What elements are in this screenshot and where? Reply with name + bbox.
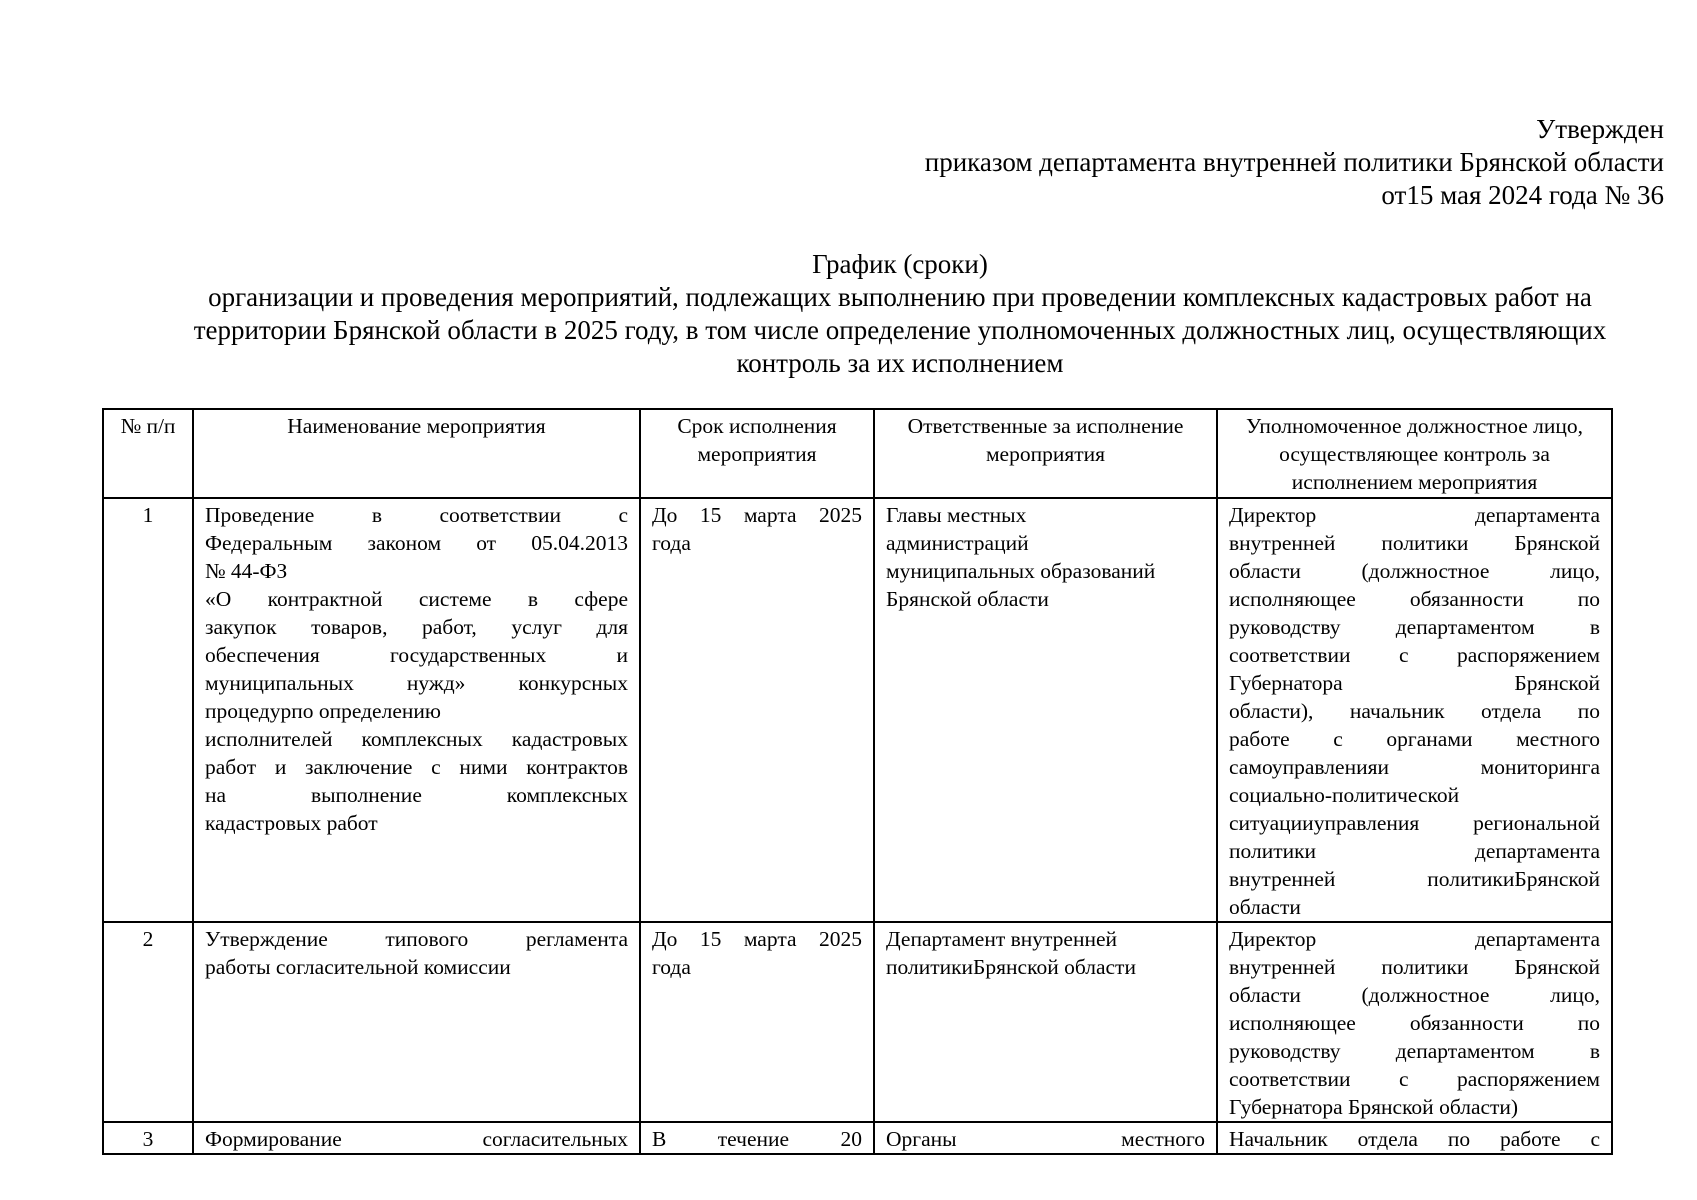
row-responsible-line: Главы местных — [886, 503, 1027, 527]
row-controller-line: внутренней политикиБрянской — [1229, 867, 1600, 891]
row-name-line: Федеральным законом от 05.04.2013 — [205, 531, 628, 555]
header-responsible: Ответственные за исполнение мероприятия — [874, 409, 1217, 498]
row-name-line: работ и заключение с ними контрактов — [205, 755, 628, 779]
row-controller-line: самоуправленияи мониторинга — [1229, 755, 1600, 779]
row-deadline-line: До 15 марта 2025 — [652, 927, 862, 951]
row-controller-line: работе с органами местного — [1229, 727, 1600, 751]
row-responsible-line: муниципальных образований — [886, 559, 1156, 583]
row-responsible — [874, 922, 1217, 1122]
row-controller — [1217, 498, 1612, 922]
table-row — [103, 922, 1612, 1122]
document-title — [100, 248, 1697, 380]
row-responsible-line: администраций — [886, 531, 1029, 555]
row-responsible-line: Департамент внутренней — [886, 927, 1118, 951]
row-responsible-line: Органы местного — [886, 1127, 1205, 1151]
header-name: Наименование мероприятия — [193, 409, 640, 498]
row-controller-line: области — [1229, 895, 1301, 919]
row-responsible-line: Брянской области — [886, 587, 1049, 611]
header-num: № п/п — [103, 409, 193, 498]
row-controller-line: руководству департаментом в — [1229, 1039, 1600, 1063]
row-controller-line: соответствии с распоряжением — [1229, 643, 1600, 667]
header-deadline: Срок исполнения мероприятия — [640, 409, 874, 498]
row-controller-line: области), начальник отдела по — [1229, 699, 1600, 723]
row-deadline-line: года — [652, 531, 691, 555]
row-controller-line: области (должностное лицо, — [1229, 559, 1600, 583]
row-name-line: закупок товаров, работ, услуг для — [205, 615, 628, 639]
table-row — [103, 1122, 1612, 1154]
row-name — [193, 1122, 640, 1154]
row-responsible — [874, 498, 1217, 922]
row-name-line: исполнителей комплексных кадастровых — [205, 727, 628, 751]
row-num: 2 — [103, 922, 193, 1122]
row-controller-line: внутренней политики Брянской — [1229, 531, 1600, 555]
row-controller-line: Начальник отдела по работе с — [1229, 1127, 1600, 1151]
title-line-1: График (сроки) — [812, 249, 988, 279]
schedule-table — [102, 408, 1613, 1155]
approval-date: от15 мая 2024 года № 36 — [1381, 180, 1664, 210]
row-controller-line: ситуацииуправления региональной — [1229, 811, 1600, 835]
row-name-line: работы согласительной комиссии — [205, 955, 511, 979]
table-header-row — [103, 409, 1612, 498]
approval-title: Утвержден — [1536, 114, 1664, 144]
row-num: 3 — [103, 1122, 193, 1154]
row-controller-line: Директор департамента — [1229, 927, 1600, 951]
row-name — [193, 922, 640, 1122]
row-controller-line: исполняющее обязанности по — [1229, 1011, 1600, 1035]
row-controller-line: исполняющее обязанности по — [1229, 587, 1600, 611]
row-name-line: на выполнение комплексных — [205, 783, 628, 807]
row-deadline — [640, 498, 874, 922]
row-controller-line: соответствии с распоряжением — [1229, 1067, 1600, 1091]
row-name-line: Формирование согласительных — [205, 1127, 628, 1151]
row-responsible — [874, 1122, 1217, 1154]
title-line-3: территории Брянской области в 2025 году, в том числе определение уполномоченных должностных лиц, осуществляющих — [193, 315, 1607, 345]
row-controller-line: внутренней политики Брянской — [1229, 955, 1600, 979]
row-name-line: № 44-ФЗ — [205, 559, 288, 583]
row-responsible-line: политикиБрянской области — [886, 955, 1136, 979]
row-name-line: кадастровых работ — [205, 811, 378, 835]
title-line-2: организации и проведения мероприятий, подлежащих выполнению при проведении комплексных кадастровых работ на — [208, 282, 1592, 312]
row-controller-line: Директор департамента — [1229, 503, 1600, 527]
title-line-4: контроль за их исполнением — [736, 348, 1064, 378]
row-deadline-line: В течение 20 — [652, 1127, 862, 1151]
row-deadline-line: года — [652, 955, 691, 979]
row-name-line: муниципальных нужд» конкурсных — [205, 671, 628, 695]
row-name — [193, 498, 640, 922]
approval-order: приказом департамента внутренней политики Брянской области — [924, 147, 1664, 177]
row-name-line: процедурпо определению — [205, 699, 441, 723]
approval-stamp — [925, 113, 1664, 212]
row-controller — [1217, 922, 1612, 1122]
row-deadline-line: До 15 марта 2025 — [652, 503, 862, 527]
row-controller-line: области (должностное лицо, — [1229, 983, 1600, 1007]
row-name-line: Проведение в соответствии с — [205, 503, 628, 527]
row-controller-line: руководству департаментом в — [1229, 615, 1600, 639]
row-controller-line: социально-политической — [1229, 783, 1460, 807]
row-controller-line: Губернатора Брянской — [1229, 671, 1600, 695]
row-controller — [1217, 1122, 1612, 1154]
header-controller: Уполномоченное должностное лицо, осуществляющее контроль за исполнением мероприятия — [1217, 409, 1612, 498]
row-name-line: «О контрактной системе в сфере — [205, 587, 628, 611]
row-name-line: Утверждение типового регламента — [205, 927, 628, 951]
row-deadline — [640, 1122, 874, 1154]
row-name-line: обеспечения государственных и — [205, 643, 628, 667]
table-row — [103, 498, 1612, 922]
row-deadline — [640, 922, 874, 1122]
row-num: 1 — [103, 498, 193, 922]
row-controller-line: Губернатора Брянской области) — [1229, 1095, 1519, 1119]
row-controller-line: политики департамента — [1229, 839, 1600, 863]
